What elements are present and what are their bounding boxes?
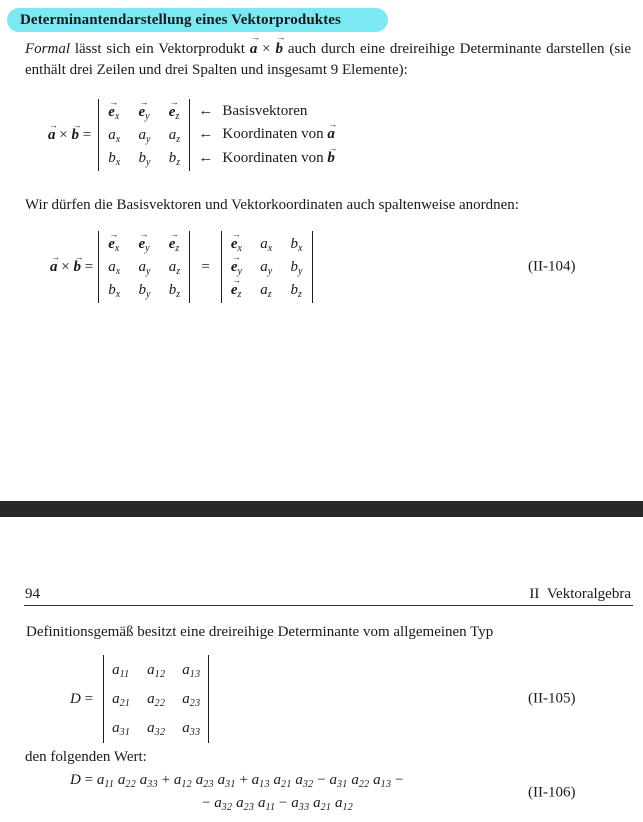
general-determinant-matrix [103, 655, 209, 743]
matrix-cell: $a_z$ [260, 282, 272, 300]
annotation-label: Basisvektoren [222, 103, 308, 120]
matrix-cell: $a_{12}$ [147, 662, 166, 680]
matrix-cell: $b_y$ [138, 282, 151, 300]
matrix-cell: e → $_x$ [230, 229, 243, 254]
matrix-cell: $b_y$ [138, 150, 151, 168]
equals-sign: = [201, 258, 210, 275]
equation-II-106 [25, 770, 631, 816]
equation-basis-determinant [25, 98, 631, 172]
matrix-cell: e → $_y$ [138, 229, 150, 254]
equation-lhs: D = [70, 690, 94, 707]
annotation-row [198, 142, 338, 170]
matrix-cell: e → $_y$ [138, 97, 150, 122]
matrix-cell: $a_{31}$ [112, 720, 131, 738]
row-annotations [198, 100, 338, 170]
matrix-cell: $a_{13}$ [182, 662, 201, 680]
equation-II-105 [25, 650, 631, 748]
matrix-cell: $a_x$ [108, 259, 121, 277]
matrix-cell: e → $_y$ [230, 252, 243, 277]
matrix-cell: $a_{21}$ [112, 691, 131, 709]
matrix-cell: $a_y$ [260, 259, 273, 277]
determinant-matrix [98, 99, 190, 171]
page-separator-bar [0, 501, 643, 517]
matrix-cell: $a_{11}$ [112, 662, 130, 680]
matrix-cell: $b_x$ [290, 236, 303, 254]
matrix-cell: $a_x$ [108, 127, 121, 145]
matrix-cell: $b_y$ [290, 259, 303, 277]
page-number: 94 [25, 586, 40, 602]
equation-tag: (II-106) [528, 784, 576, 801]
left-arrow-icon: ← [198, 149, 214, 166]
equation-line-1: $D = a_{11}$ $a_{22}$ $a_{33} + a_{12}$ $a_{23}$ $a_{31} + a_{13}$ $a_{21}$ $a_{32} - a_{31}$ $a_{22}$ $a_{13}$ − [70, 772, 404, 790]
matrix-cell: e → $_x$ [108, 97, 120, 122]
annotation-row [198, 100, 334, 123]
matrix-cell: $a_{22}$ [147, 691, 166, 709]
section-heading-text: Determinantendarstellung eines Vektorproduktes [20, 11, 341, 28]
equation-line-2: − $a_{32}$ $a_{23}$ $a_{11} - a_{33}$ $a_{21}$ $a_{12}$ [202, 795, 354, 813]
section-heading [7, 8, 388, 32]
intro-paragraph-text: lässt sich ein Vektorprodukt a → × b → auch durch eine dreireihige Determinante darstellen (sie enthält drei Zeilen und drei Spalten und insgesamt 9 Elemente): [25, 32, 631, 78]
determinant-matrix-rowwise [98, 231, 190, 303]
matrix-cell: $a_x$ [260, 236, 273, 254]
equation-lhs: a → × b → = [50, 251, 94, 275]
page-header [25, 586, 631, 603]
matrix-cell: $b_x$ [108, 150, 121, 168]
chapter-title: II Vektoralgebra [529, 586, 631, 602]
matrix-cell: e → $_z$ [168, 97, 180, 122]
paragraph-value-intro: den folgenden Wert: [25, 749, 147, 765]
left-arrow-icon: ← [198, 126, 214, 143]
equation-tag: (II-105) [528, 690, 576, 707]
paragraph-definition: Definitionsgemäß besitzt eine dreireihige Determinante vom allgemeinen Typ [26, 624, 494, 640]
annotation-row [198, 119, 338, 146]
matrix-cell: $a_{33}$ [182, 720, 201, 738]
matrix-cell: e → $_z$ [230, 275, 242, 300]
matrix-cell: $a_{32}$ [147, 720, 166, 738]
matrix-cell: $b_z$ [168, 282, 181, 300]
header-rule [24, 605, 633, 606]
annotation-label: Koordinaten von b → [222, 142, 338, 166]
matrix-cell: $b_z$ [168, 150, 181, 168]
intro-lead-word: Formal [25, 41, 70, 57]
matrix-cell: $a_y$ [138, 259, 151, 277]
left-arrow-icon: ← [198, 103, 214, 120]
intro-paragraph [25, 32, 631, 81]
matrix-cell: e → $_z$ [168, 229, 180, 254]
matrix-cell: $b_x$ [108, 282, 121, 300]
matrix-cell: $a_{23}$ [182, 691, 201, 709]
matrix-cell: $a_y$ [138, 127, 151, 145]
matrix-cell: e → $_x$ [108, 229, 120, 254]
equation-lhs: a → × b → = [48, 119, 92, 143]
equation-II-104 [25, 227, 631, 307]
matrix-cell: $b_z$ [290, 282, 303, 300]
determinant-matrix-columnwise [221, 231, 313, 303]
annotation-label: Koordinaten von a → [222, 119, 338, 143]
paragraph-columnwise: Wir dürfen die Basisvektoren und Vektorkoordinaten auch spaltenweise anordnen: [25, 197, 519, 213]
matrix-cell: $a_z$ [168, 259, 181, 277]
equation-tag: (II-104) [528, 258, 576, 275]
matrix-cell: $a_z$ [168, 127, 181, 145]
